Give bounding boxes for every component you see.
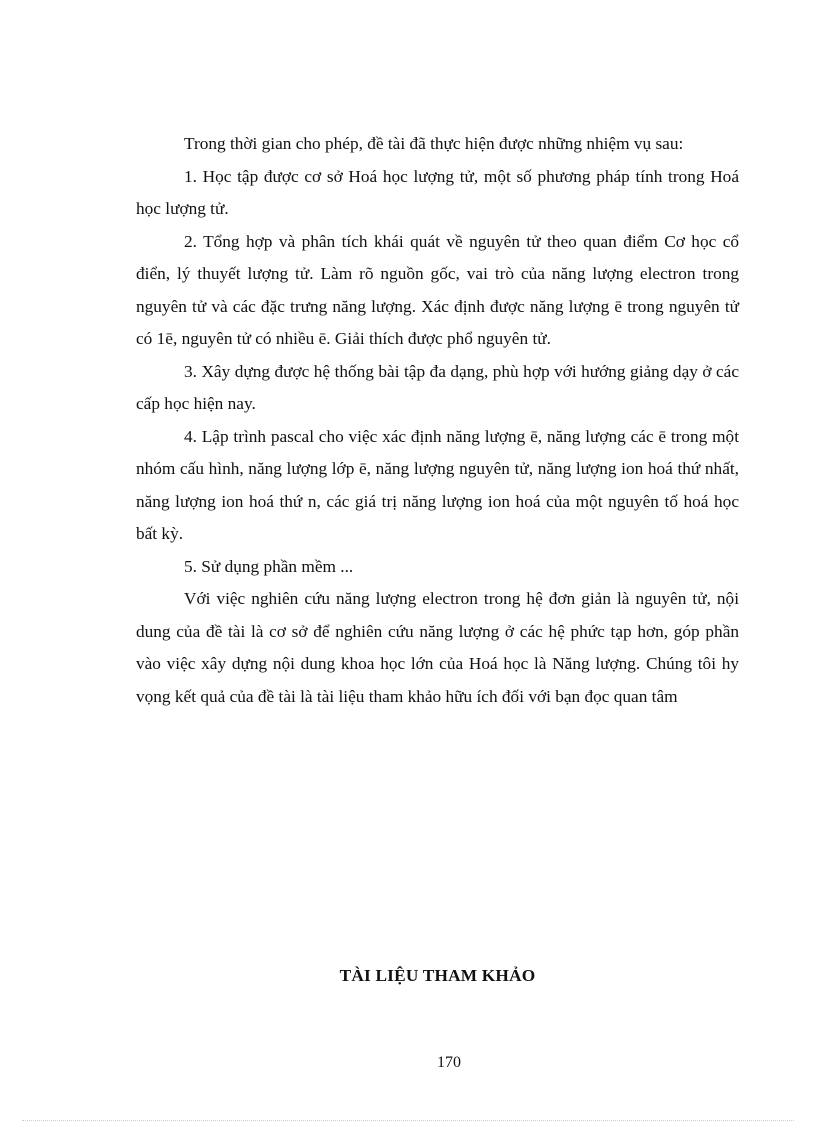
paragraph-intro: Trong thời gian cho phép, đề tài đã thực hiện được những nhiệm vụ sau: — [184, 134, 684, 153]
paragraph-conclusion: Với việc nghiên cứu năng lượng electron trong hệ đơn giản là nguyên tử, nội dung của đề tài là cơ sở để nghiên cứu năng lượng ở các hệ phức tạp hơn, góp phần vào việc xây dựng nội dung khoa học lớn của Hoá học là Năng lượng. Chúng tôi hy vọng kết quả của đề tài là tài liệu tham khảo hữu ích đối với bạn đọc quan tâm — [136, 589, 739, 706]
paragraph-task-2: 2. Tổng hợp và phân tích khái quát về nguyên tử theo quan điểm Cơ học cổ điển, lý thuyết lượng tử. Làm rõ nguồn gốc, vai trò của năng lượng electron trong nguyên tử và các đặc trưng năng lượng. Xác định được năng lượng ē trong nguyên tử có 1ē, nguyên tử có nhiều ē. Giải thích được phổ nguyên tử. — [136, 231, 739, 348]
paragraph-task-3: 3. Xây dựng được hệ thống bài tập đa dạng, phù hợp với hướng giảng dạy ở các cấp học hiện nay. — [136, 361, 739, 413]
page-number: 170 — [437, 1054, 461, 1071]
paragraph-task-4: 4. Lập trình pascal cho việc xác định năng lượng ē, năng lượng các ē trong một nhóm cấu hình, năng lượng lớp ē, năng lượng nguyên tử, năng lượng ion hoá thứ nhất, năng lượng ion hoá thứ n, các giá trị năng lượng ion hoá của một nguyên tố hoá học bất kỳ. — [136, 426, 739, 543]
references-heading: TÀI LIỆU THAM KHẢO — [339, 966, 536, 985]
body-text — [136, 128, 739, 713]
page-bottom-divider — [22, 1120, 794, 1121]
paragraph-task-5: 5. Sử dụng phần mềm ... — [184, 556, 354, 576]
paragraph-task-1: 1. Học tập được cơ sở Hoá học lượng tử, một số phương pháp tính trong Hoá học lượng tử. — [136, 166, 739, 218]
